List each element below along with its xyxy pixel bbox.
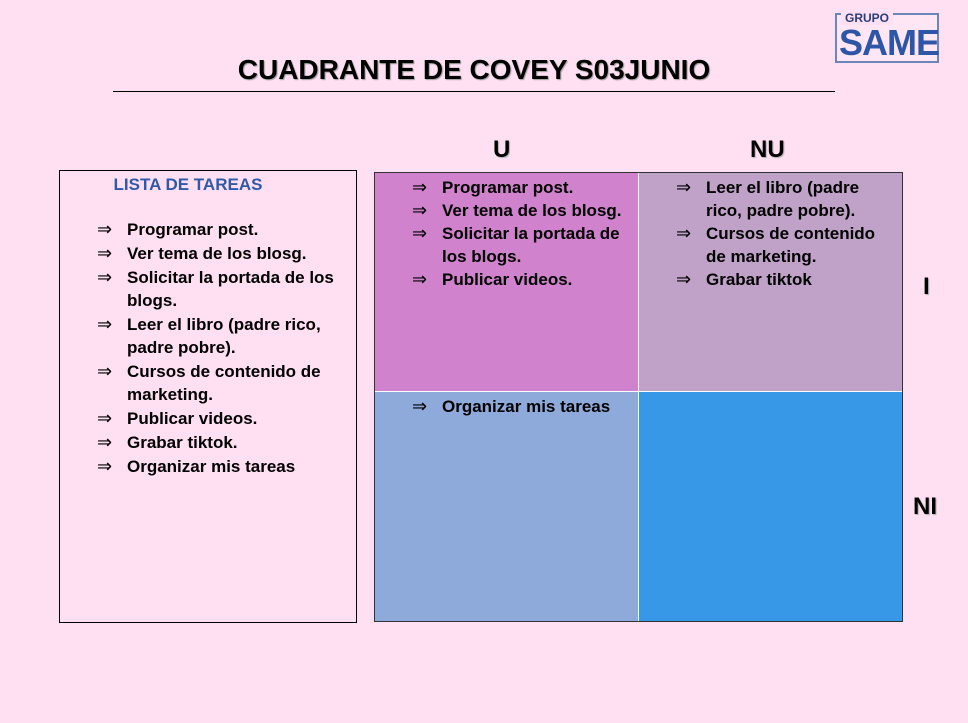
quadrant-not-urgent-important — [639, 173, 902, 392]
right-double-arrow-icon: ⇒ — [97, 361, 113, 382]
right-double-arrow-icon: ⇒ — [97, 314, 113, 335]
list-item — [412, 199, 628, 222]
right-double-arrow-icon: ⇒ — [676, 223, 692, 244]
task-text: Leer el libro (padre rico, padre pobre). — [706, 178, 860, 220]
list-item — [97, 313, 352, 359]
task-text: Grabar tiktok. — [127, 433, 238, 452]
list-item — [97, 455, 352, 478]
covey-quadrant-grid — [374, 172, 903, 622]
task-list-box — [59, 170, 357, 623]
task-text: Cursos de contenido de marketing. — [127, 362, 321, 404]
right-double-arrow-icon: ⇒ — [412, 200, 428, 221]
quadrant-urgent-important — [375, 173, 639, 392]
task-text: Cursos de contenido de marketing. — [706, 224, 876, 266]
right-double-arrow-icon: ⇒ — [97, 408, 113, 429]
list-item — [412, 268, 628, 291]
right-double-arrow-icon: ⇒ — [97, 267, 113, 288]
list-item — [412, 395, 628, 418]
list-item — [676, 176, 892, 222]
list-item — [97, 407, 352, 430]
task-list-heading: LISTA DE TAREAS — [113, 175, 263, 194]
title-underline — [113, 91, 835, 92]
list-item — [412, 176, 628, 199]
right-double-arrow-icon: ⇒ — [97, 219, 113, 240]
task-text: Leer el libro (padre rico, padre pobre). — [127, 315, 321, 357]
grupo-same-logo — [835, 13, 939, 63]
page-title: CUADRANTE DE COVEY S03JUNIO — [237, 54, 711, 85]
right-double-arrow-icon: ⇒ — [676, 269, 692, 290]
right-double-arrow-icon: ⇒ — [412, 396, 428, 417]
right-double-arrow-icon: ⇒ — [412, 269, 428, 290]
right-double-arrow-icon: ⇒ — [412, 177, 428, 198]
task-text: Ver tema de los blosg. — [127, 244, 307, 263]
right-double-arrow-icon: ⇒ — [97, 432, 113, 453]
task-text: Solicitar la portada de los blogs. — [127, 268, 334, 310]
right-double-arrow-icon: ⇒ — [97, 243, 113, 264]
task-text: Grabar tiktok — [706, 270, 812, 289]
list-item — [97, 242, 352, 265]
list-item — [97, 266, 352, 312]
list-item — [97, 360, 352, 406]
list-item — [676, 268, 892, 291]
right-double-arrow-icon: ⇒ — [97, 456, 113, 477]
quadrant-not-urgent-not-important — [639, 392, 902, 621]
column-header-not-urgent: NU — [750, 136, 785, 163]
quadrant-task-list — [412, 176, 628, 291]
task-text: Publicar videos. — [442, 270, 573, 289]
quadrant-urgent-not-important — [375, 392, 639, 621]
task-text: Ver tema de los blosg. — [442, 201, 622, 220]
task-text: Organizar mis tareas — [127, 457, 296, 476]
quadrant-task-list — [412, 395, 628, 418]
task-text: Solicitar la portada de los blogs. — [442, 224, 620, 266]
task-list — [97, 218, 352, 479]
logo-grupo-text: GRUPO — [841, 11, 893, 25]
task-text: Programar post. — [127, 220, 259, 239]
list-item — [412, 222, 628, 268]
row-header-important: I — [923, 273, 930, 300]
quadrant-task-list — [676, 176, 892, 291]
right-double-arrow-icon: ⇒ — [676, 177, 692, 198]
row-header-not-important: NI — [913, 493, 937, 520]
right-double-arrow-icon: ⇒ — [412, 223, 428, 244]
task-text: Programar post. — [442, 178, 574, 197]
task-text: Publicar videos. — [127, 409, 258, 428]
column-header-urgent: U — [493, 136, 511, 163]
logo-same-text: SAME — [839, 22, 940, 63]
task-text: Organizar mis tareas — [442, 397, 611, 416]
list-item — [97, 218, 352, 241]
list-item — [97, 431, 352, 454]
list-item — [676, 222, 892, 268]
